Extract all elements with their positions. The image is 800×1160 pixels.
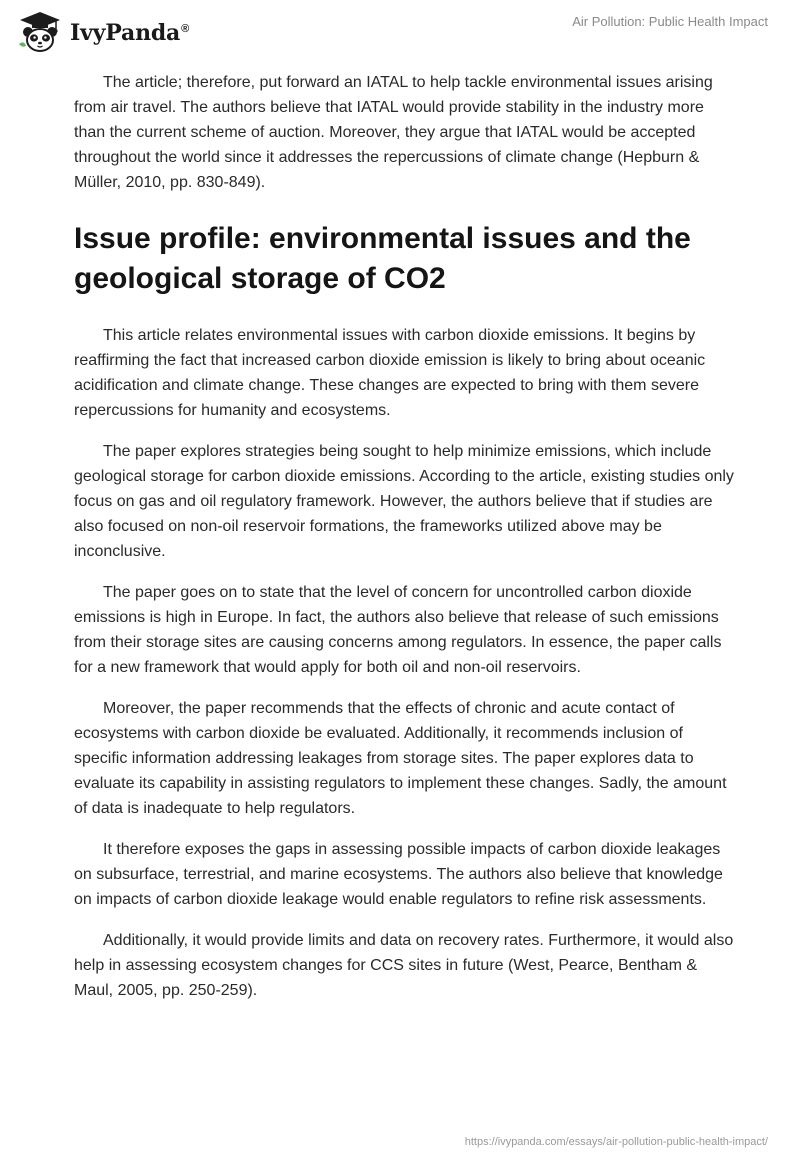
article-body	[74, 70, 734, 1019]
paragraph: Additionally, it would provide limits and data on recovery rates. Furthermore, it would also help in assessing ecosystem changes for CCS sites in future (West, Pearce, Bentham & Maul, 2005, pp. 250-259).	[74, 932, 734, 999]
paragraph: This article relates environmental issues with carbon dioxide emissions. It begins by reaffirming the fact that increased carbon dioxide emission is likely to bring about oceanic acidification and climate change. These changes are expected to bring with them severe repercussions for humanity and ecosystems.	[74, 327, 706, 419]
brand-name: IvyPanda®	[70, 20, 190, 46]
page-header	[0, 0, 800, 60]
paragraph: It therefore exposes the gaps in assessing possible impacts of carbon dioxide leakages on subsurface, terrestrial, and marine ecosystems. The authors also believe that knowledge on impacts of carbon dioxide leakage would enable regulators to refine risk assessments.	[74, 841, 723, 908]
paragraph: Moreover, the paper recommends that the effects of chronic and acute contact of ecosystems with carbon dioxide be evaluated. Additionally, it recommends inclusion of specific information addressing leakages from storage sites. The paper explores data to evaluate its capability in assisting regulators to implement these changes. Sadly, the amount of data is inadequate to help regulators.	[74, 700, 727, 817]
ivypanda-logo[interactable]	[16, 10, 189, 54]
paragraph: The paper explores strategies being sought to help minimize emissions, which include geological storage for carbon dioxide emissions. According to the article, existing studies only focus on gas and oil regulatory framework. However, the authors believe that if studies are also focused on non-oil reservoir formations, the frameworks utilized above may be inconclusive.	[74, 443, 734, 560]
section-heading: Issue profile: environmental issues and the geological storage of CO2	[74, 222, 691, 295]
panda-graduate-icon	[16, 10, 64, 54]
registered-mark: ®	[181, 22, 190, 35]
source-url-link[interactable]: https://ivypanda.com/essays/air-pollution-public-health-impact/	[464, 1136, 768, 1148]
paragraph: The paper goes on to state that the level of concern for uncontrolled carbon dioxide emissions is high in Europe. In fact, the authors also believe that release of such emissions from their storage sites are causing concerns among regulators. In essence, the paper calls for a new framework that would apply for both oil and non-oil reservoirs.	[74, 584, 722, 676]
document-title: Air Pollution: Public Health Impact	[572, 14, 768, 29]
paragraph: The article; therefore, put forward an IATAL to help tackle environmental issues arising from air travel. The authors believe that IATAL would provide stability in the industry more than the current scheme of auction. Moreover, they argue that IATAL would be accepted throughout the world since it addresses the repercussions of climate change (Hepburn & Müller, 2010, pp. 830-849).	[74, 74, 713, 191]
